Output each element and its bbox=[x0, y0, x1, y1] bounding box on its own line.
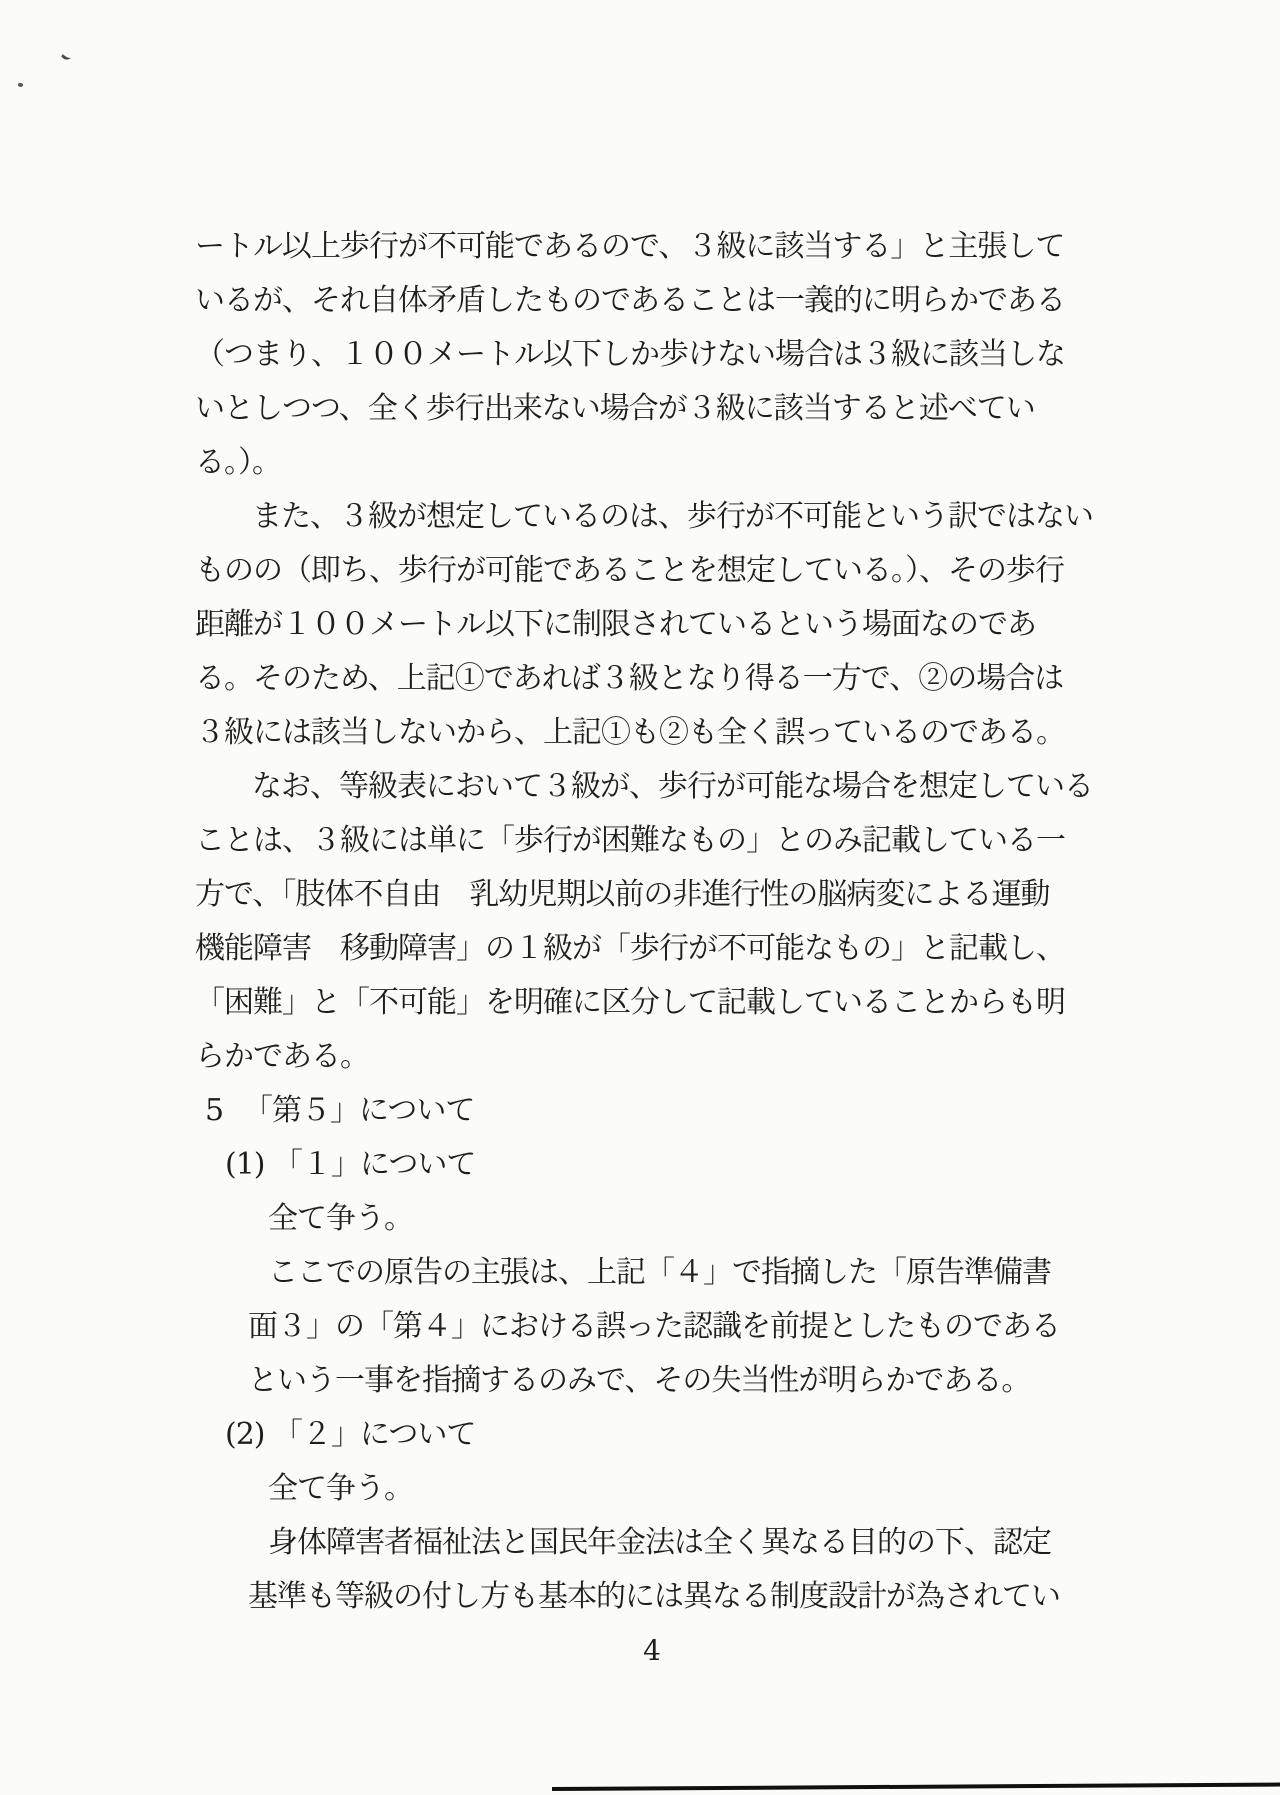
text-line: らかである。 bbox=[195, 1039, 369, 1074]
heading-title: 「２」について bbox=[273, 1417, 476, 1452]
scan-edge-line bbox=[552, 1782, 1280, 1791]
heading-line bbox=[195, 1138, 1155, 1192]
page-number: 4 bbox=[643, 1634, 661, 1667]
text-line: 距離が１００メートル以下に制限されているという場面なのであ bbox=[195, 607, 1036, 642]
heading-title: 「１」について bbox=[273, 1147, 476, 1182]
heading-title: 「第５」について bbox=[243, 1093, 475, 1128]
text-line: いとしつつ、全く歩行出来ない場合が３級に該当すると述べてい bbox=[195, 391, 1035, 426]
text-line: ３級には該当しないから、上記①も②も全く誤っているのである。 bbox=[195, 715, 1065, 750]
text-line: 全て争う。 bbox=[268, 1471, 413, 1506]
text-line: る。そのため、上記①であれば３級となり得る一方で、②の場合は bbox=[195, 661, 1064, 696]
heading-number: 5 bbox=[205, 1093, 224, 1128]
text-line: という一事を指摘するのみで、その失当性が明らかである。 bbox=[248, 1363, 1031, 1398]
text-line: 方で、「肢体不自由 乳幼児期以前の非進行性の脳病変による運動 bbox=[195, 877, 1050, 912]
heading-number: (2) bbox=[225, 1417, 265, 1452]
text-line: ものの（即ち、歩行が可能であることを想定している。）、その歩行 bbox=[195, 553, 1064, 588]
text-line: いるが、それ自体矛盾したものであることは一義的に明らかである bbox=[195, 283, 1065, 318]
text-line: 身体障害者福祉法と国民年金法は全く異なる目的の下、認定 bbox=[268, 1525, 1051, 1560]
heading-line bbox=[195, 1408, 1155, 1462]
text-line: 「困難」と「不可能」を明確に区分して記載していることからも明 bbox=[195, 985, 1065, 1020]
heading-number: (1) bbox=[225, 1147, 265, 1182]
text-line: ことは、３級には単に「歩行が困難なもの」とのみ記載している一 bbox=[195, 823, 1065, 858]
text-line: 基準も等級の付し方も基本的には異なる制度設計が為されてい bbox=[248, 1579, 1060, 1614]
scan-speck-icon bbox=[61, 51, 72, 62]
text-line: なお、等級表において３級が、歩行が可能な場合を想定している bbox=[252, 769, 1093, 804]
page-number-row bbox=[0, 1634, 1280, 1668]
text-line: ートル以上歩行が不可能であるので、３級に該当する」と主張して bbox=[195, 229, 1065, 264]
text-line: 全て争う。 bbox=[268, 1201, 413, 1236]
scan-speck-icon bbox=[17, 82, 23, 87]
heading-line bbox=[195, 1084, 1155, 1138]
text-line: 機能障害 移動障害」の１級が「歩行が不可能なもの」と記載し、 bbox=[195, 931, 1065, 966]
text-line: （つまり、１００メートル以下しか歩けない場合は３級に該当しな bbox=[195, 337, 1065, 372]
text-line: る。）。 bbox=[195, 445, 281, 480]
text-line: また、３級が想定しているのは、歩行が不可能という訳ではない bbox=[252, 499, 1093, 534]
text-line: ここでの原告の主張は、上記「４」で指摘した「原告準備書 bbox=[268, 1255, 1051, 1290]
document-lines bbox=[195, 220, 1155, 1624]
text-line: 面３」の「第４」における誤った認識を前提としたものである bbox=[248, 1309, 1060, 1344]
